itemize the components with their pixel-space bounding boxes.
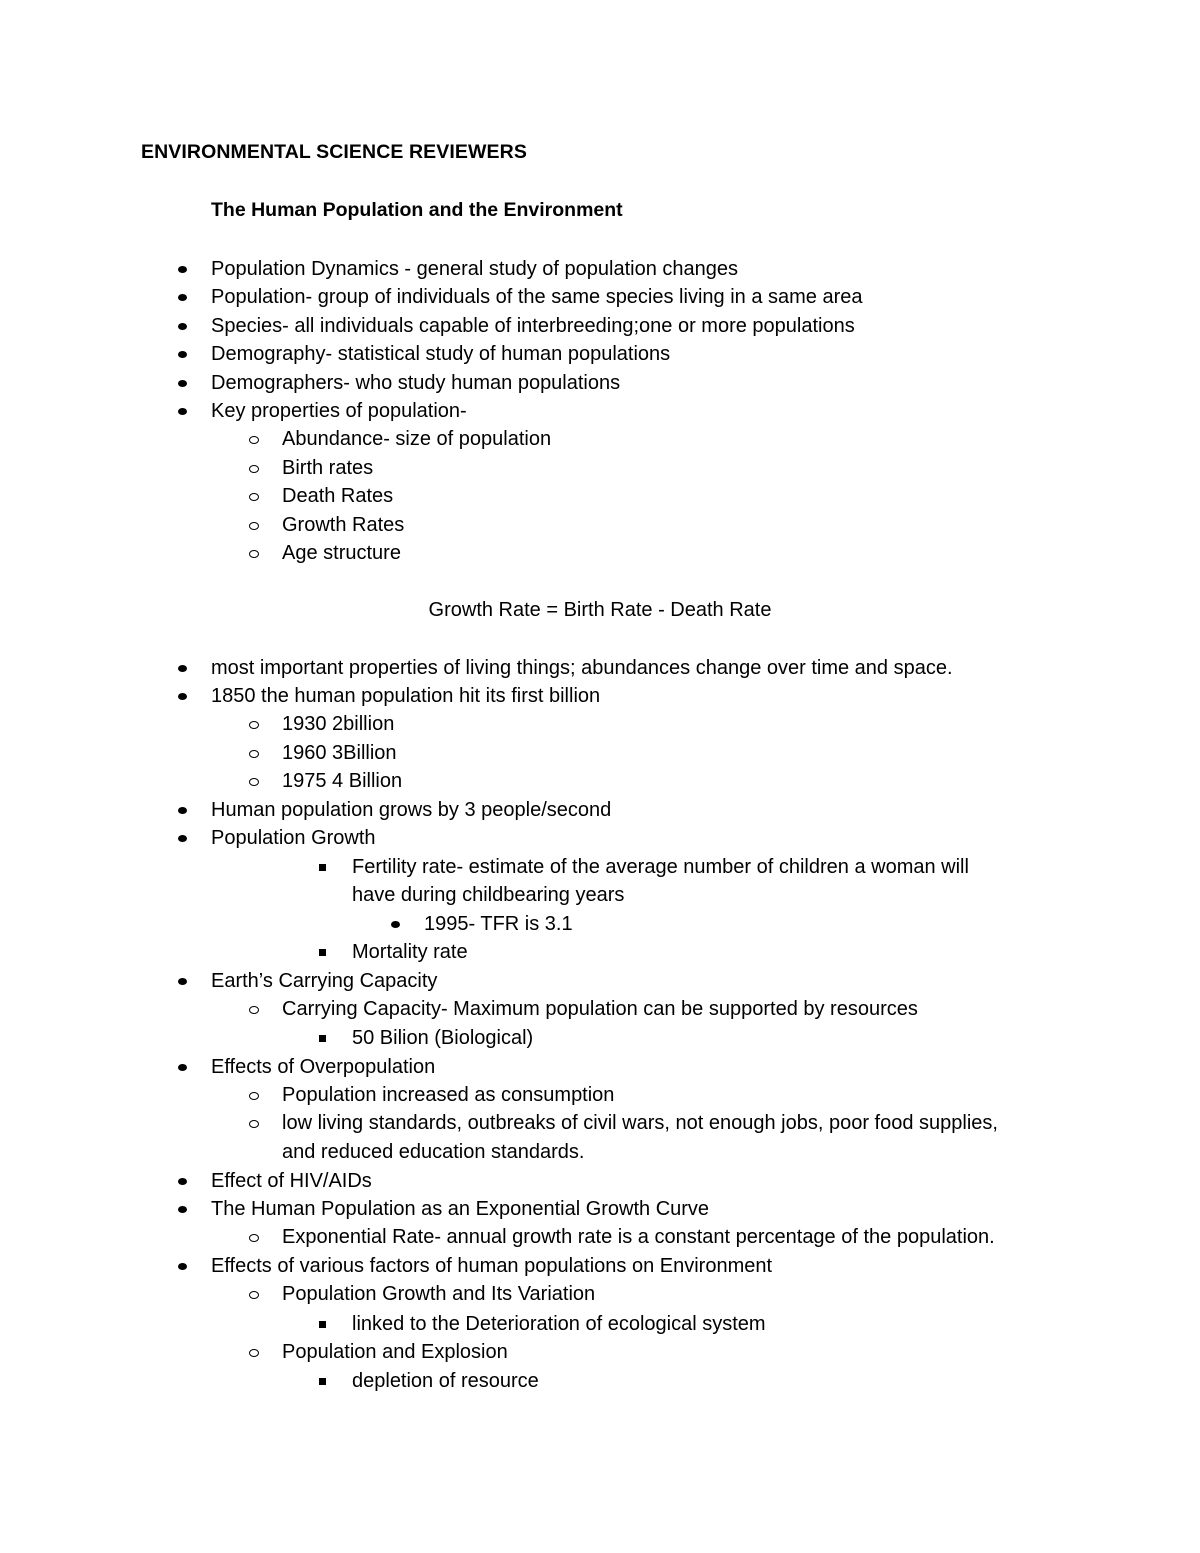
list-item: Age structure [282, 542, 401, 564]
circle-bullet-icon [249, 465, 259, 473]
list-item: most important properties of living things; abundances change over time and space. [211, 657, 953, 679]
circle-bullet-icon [249, 1234, 259, 1242]
list-item: Population Dynamics - general study of population changes [211, 258, 738, 280]
disc-bullet-icon [178, 1064, 187, 1071]
list-item: Demography- statistical study of human populations [211, 343, 671, 365]
disc-bullet-icon [178, 835, 187, 842]
list-item: The Human Population as an Exponential Growth Curve [211, 1198, 710, 1220]
list-item: Key properties of population- [211, 400, 467, 422]
disc-bullet-icon [178, 1263, 187, 1270]
list-item: Carrying Capacity- Maximum population can be supported by resources [282, 998, 918, 1020]
disc-bullet-icon [178, 380, 187, 387]
circle-bullet-icon [249, 1120, 259, 1128]
list-item: 1960 3Billion [282, 742, 397, 764]
disc-bullet-icon [178, 1206, 187, 1213]
list-item: Population increased as consumption [282, 1084, 615, 1106]
circle-bullet-icon [249, 721, 259, 729]
list-item: Effects of Overpopulation [211, 1056, 436, 1078]
disc-bullet-icon [178, 294, 187, 301]
list-item: Death Rates [282, 485, 394, 507]
disc-bullet-icon [178, 807, 187, 814]
disc-bullet-icon [178, 693, 187, 700]
list-item: 1850 the human population hit its first billion [211, 685, 601, 707]
list-item: Demographers- who study human populations [211, 372, 621, 394]
circle-bullet-icon [249, 436, 259, 444]
disc-bullet-icon [391, 921, 400, 928]
growth-rate-formula: Growth Rate = Birth Rate - Death Rate [428, 599, 772, 621]
disc-bullet-icon [178, 351, 187, 358]
document-title: ENVIRONMENTAL SCIENCE REVIEWERS [141, 141, 527, 163]
list-item: Birth rates [282, 457, 374, 479]
circle-bullet-icon [249, 1349, 259, 1357]
list-item: Human population grows by 3 people/second [211, 799, 612, 821]
circle-bullet-icon [249, 1092, 259, 1100]
list-item: low living standards, outbreaks of civil wars, not enough jobs, poor food supplies, [282, 1112, 998, 1134]
list-item: 1930 2billion [282, 713, 395, 735]
list-item: Population Growth and Its Variation [282, 1283, 596, 1305]
disc-bullet-icon [178, 665, 187, 672]
list-item: Earth’s Carrying Capacity [211, 970, 438, 992]
list-item: depletion of resource [352, 1370, 539, 1392]
list-item: Mortality rate [352, 941, 468, 963]
list-item: Effect of HIV/AIDs [211, 1170, 372, 1192]
list-item: Fertility rate- estimate of the average number of children a woman will [352, 856, 969, 878]
square-bullet-icon [319, 949, 326, 956]
circle-bullet-icon [249, 522, 259, 530]
circle-bullet-icon [249, 493, 259, 501]
list-item: linked to the Deterioration of ecological system [352, 1313, 766, 1335]
square-bullet-icon [319, 1321, 326, 1328]
section-heading: The Human Population and the Environment [211, 199, 623, 221]
list-item: Exponential Rate- annual growth rate is a constant percentage of the population. [282, 1226, 995, 1248]
list-item: Species- all individuals capable of interbreeding;one or more populations [211, 315, 855, 337]
list-item: 1995- TFR is 3.1 [424, 913, 573, 935]
disc-bullet-icon [178, 323, 187, 330]
list-item-continuation: have during childbearing years [352, 884, 625, 906]
list-item: Population and Explosion [282, 1341, 508, 1363]
list-item: Abundance- size of population [282, 428, 552, 450]
circle-bullet-icon [249, 1291, 259, 1299]
list-item-continuation: and reduced education standards. [282, 1141, 585, 1163]
disc-bullet-icon [178, 1178, 187, 1185]
circle-bullet-icon [249, 550, 259, 558]
list-item: Population- group of individuals of the same species living in a same area [211, 286, 863, 308]
list-item: 1975 4 Billion [282, 770, 403, 792]
square-bullet-icon [319, 1035, 326, 1042]
disc-bullet-icon [178, 978, 187, 985]
disc-bullet-icon [178, 408, 187, 415]
circle-bullet-icon [249, 1006, 259, 1014]
list-item: Growth Rates [282, 514, 405, 536]
square-bullet-icon [319, 864, 326, 871]
circle-bullet-icon [249, 778, 259, 786]
list-item: Population Growth [211, 827, 376, 849]
disc-bullet-icon [178, 266, 187, 273]
list-item: Effects of various factors of human populations on Environment [211, 1255, 773, 1277]
list-item: 50 Bilion (Biological) [352, 1027, 534, 1049]
circle-bullet-icon [249, 750, 259, 758]
square-bullet-icon [319, 1378, 326, 1385]
